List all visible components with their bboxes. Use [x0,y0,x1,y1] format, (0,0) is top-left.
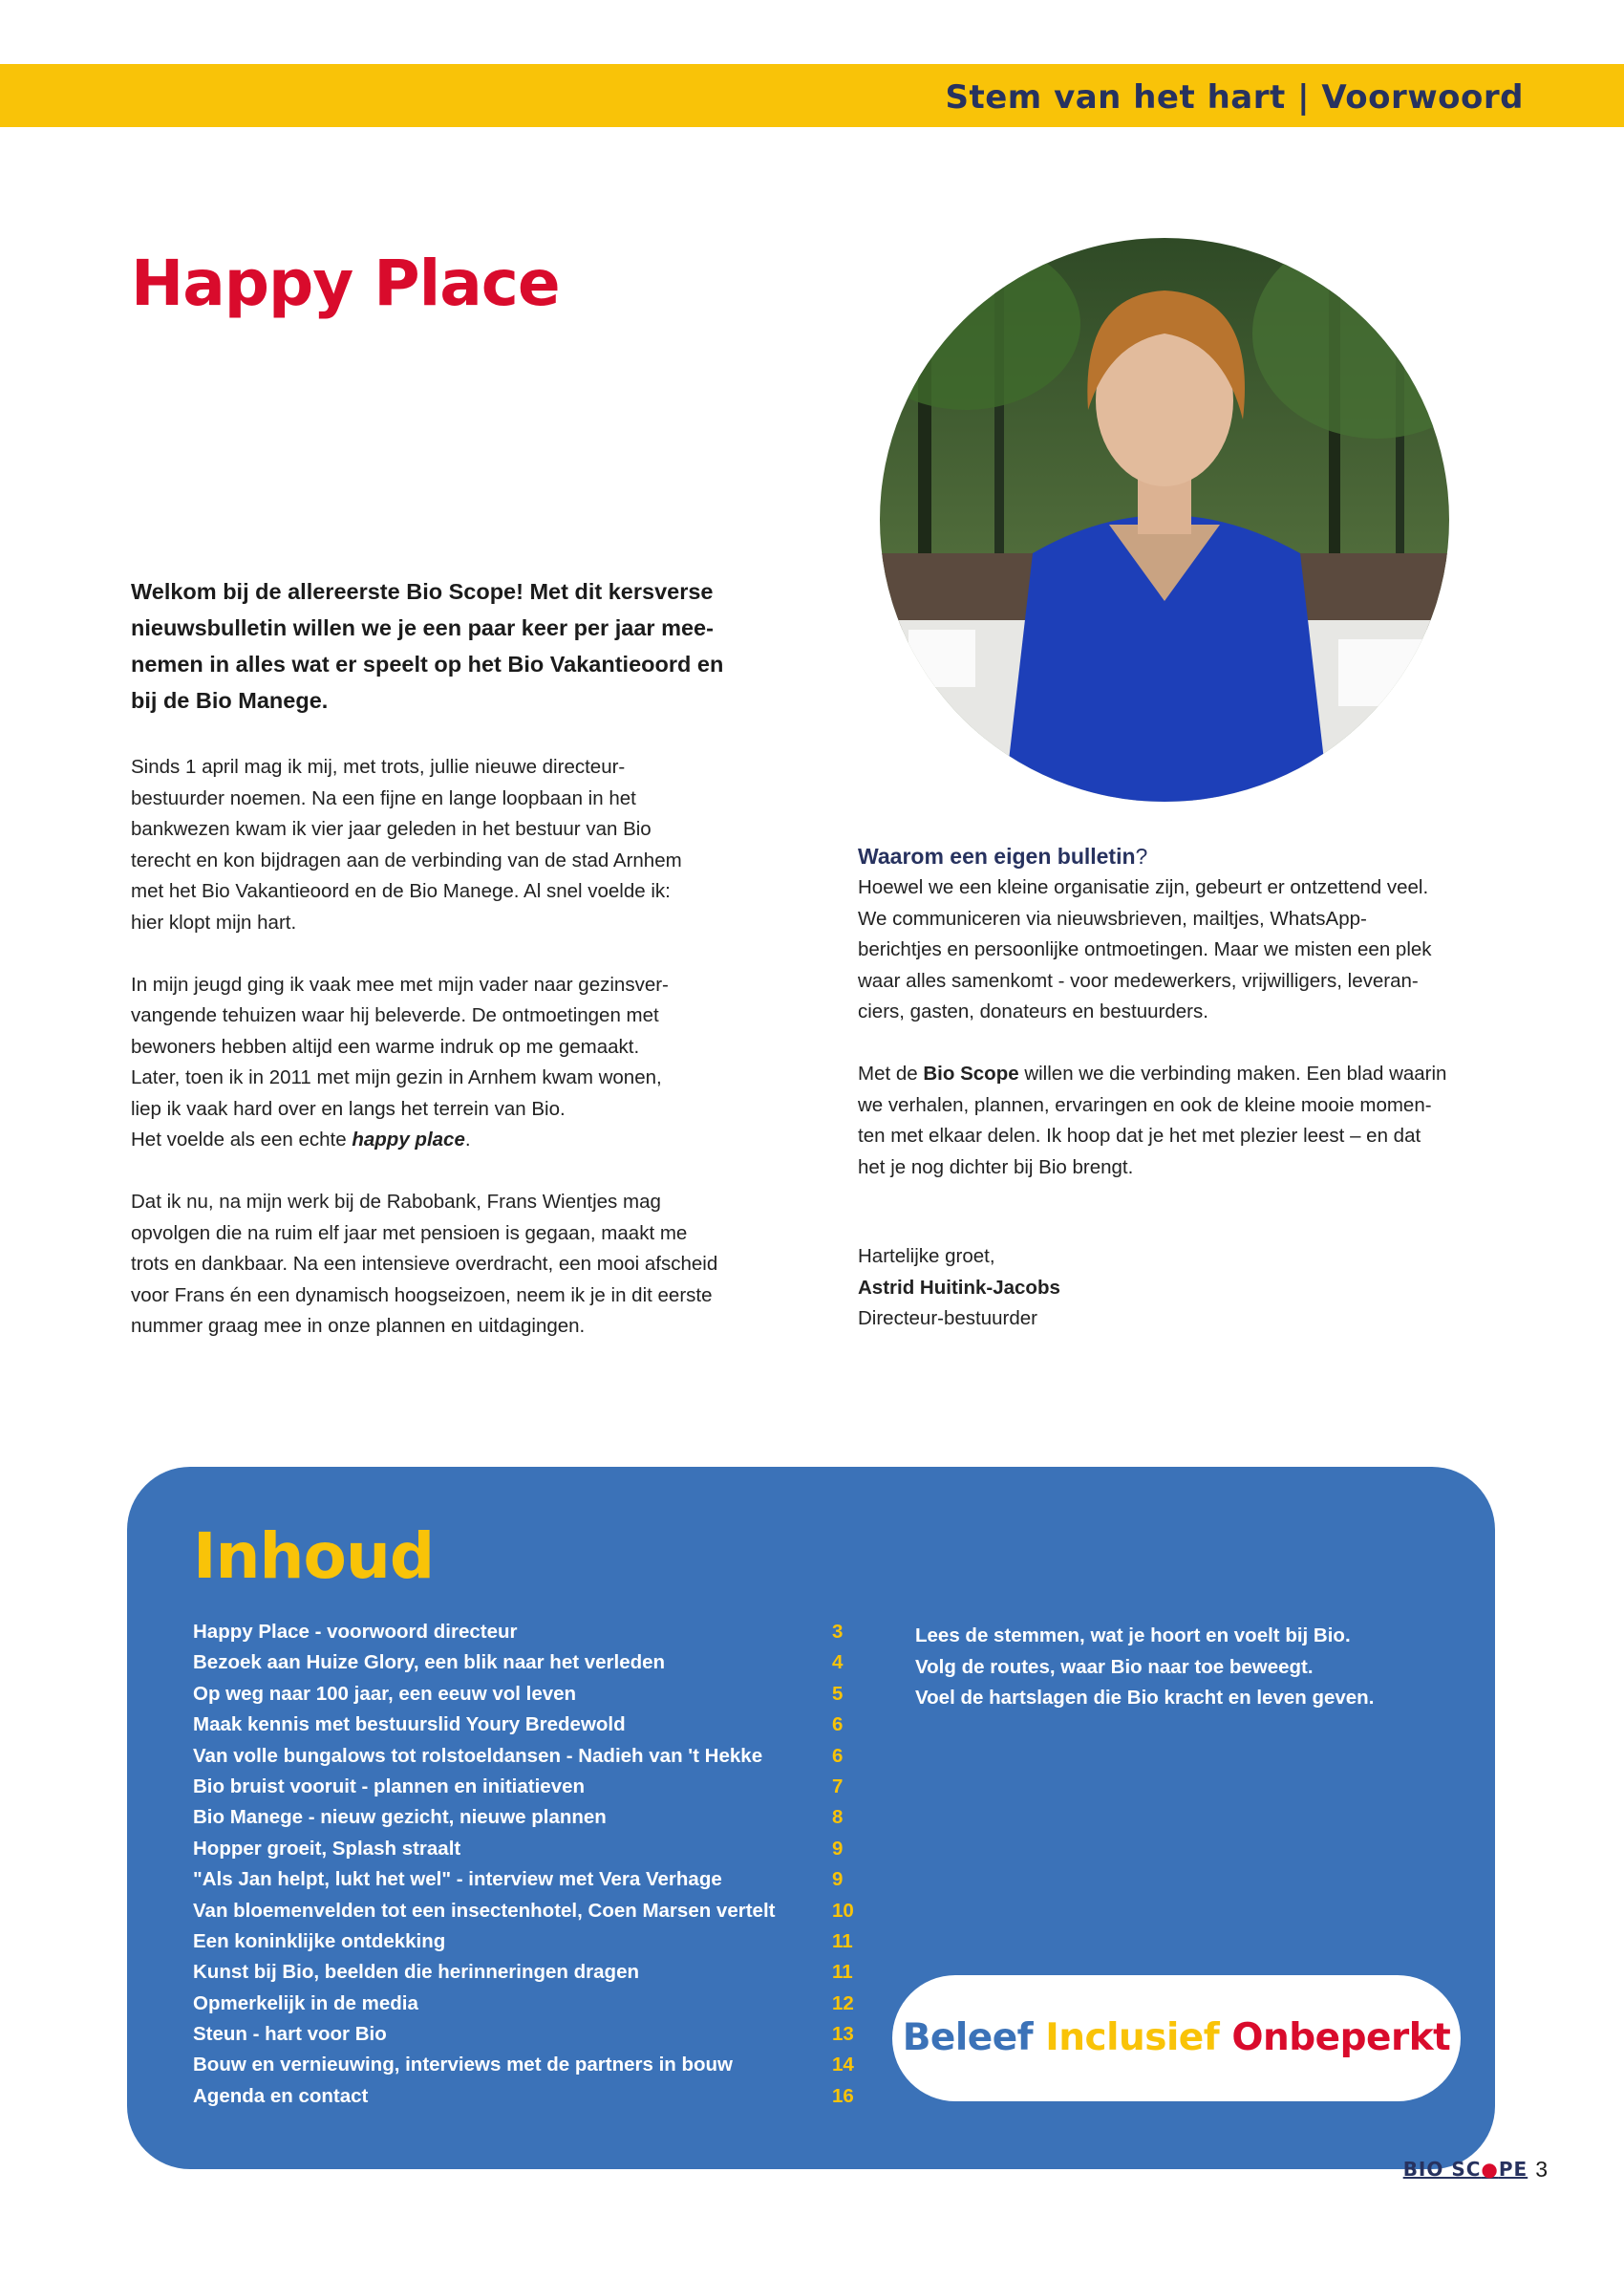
text-line: voor Frans én een dynamisch hoogseizoen, neem ik je in dit eerste [131,1283,713,1306]
toc-item-label: Een koninklijke ontdekking [193,1929,446,1952]
toc-item-page: 11 [832,1961,853,1984]
toc-item-label: Happy Place - voorwoord directeur [193,1621,518,1643]
toc-item[interactable] [193,2050,862,2080]
text-line: het je nog dichter bij Bio brengt. [858,1155,1134,1178]
toc-item-label: Bezoek aan Huize Glory, een blik naar het verleden [193,1651,666,1674]
toc-item[interactable] [193,1957,862,1988]
toc-item[interactable] [193,1834,862,1864]
tagline-line: Lees de stemmen, wat je hoort en voelt bij Bio. [915,1624,1351,1646]
toc-item-label: Van bloemenvelden tot een insectenhotel, Coen Marsen vertelt [193,1899,776,1922]
toc-item-page: 6 [832,1744,844,1767]
toc-item-label: Steun - hart voor Bio [193,2023,387,2046]
toc-item[interactable] [193,1802,862,1833]
toc-item-page: 11 [832,1929,853,1952]
toc-item-label: Hopper groeit, Splash straalt [193,1837,461,1860]
intro-line: Welkom bij de allereerste Bio Scope! Met dit kersverse [131,579,714,604]
text-line: met het Bio Vakantieoord en de Bio Manege. Al snel voelde ik: [131,880,671,902]
text-line: waar alles samenkomt - voor medewerkers, vrijwilligers, leveran- [858,969,1419,992]
brand-logo [1403,2158,1528,2181]
toc-item[interactable] [193,2019,862,2050]
toc-item-page: 7 [832,1775,844,1797]
toc-item-page: 16 [832,2084,854,2107]
toc-item-page: 10 [832,1899,854,1922]
text-line: ten met elkaar delen. Ik hoop dat je het met plezier leest – en dat [858,1125,1421,1147]
portrait-illustration [880,238,1449,802]
section-title: Stem van het hart | Voorwoord [945,78,1524,117]
toc-item-page: 4 [832,1651,844,1674]
brand-text: PE [1498,2158,1528,2181]
table-of-contents [127,1467,1495,2169]
page-number: 3 [1535,2156,1548,2182]
toc-item[interactable] [193,1896,862,1926]
text-line: trots en dankbaar. Na een intensieve overdracht, een mooi afscheid [131,1253,718,1275]
toc-item[interactable] [193,1989,862,2019]
paragraph-5 [858,1059,1507,1183]
text-line: Het voelde als een echte [131,1129,353,1151]
toc-item[interactable] [193,1772,862,1802]
slogan-word-inclusief: Inclusief [1045,2016,1220,2059]
toc-item[interactable] [193,2081,862,2112]
bio-scope-bold: Bio Scope [923,1063,1019,1085]
text-line: opvolgen die na ruim elf jaar met pensioen is gegaan, maakt me [131,1221,688,1244]
toc-item-label: Bio bruist vooruit - plannen en initiatieven [193,1775,586,1797]
toc-item-page: 12 [832,1991,854,2014]
text-line: We communiceren via nieuwsbrieven, mailtjes, WhatsApp- [858,907,1367,930]
brand-dot-icon: ● [1481,2158,1499,2181]
text-line: nummer graag mee in onze plannen en uitdagingen. [131,1315,586,1337]
text-line: terecht en kon bijdragen aan de verbinding van de stad Arnhem [131,849,682,871]
tagline-line: Volg de routes, waar Bio naar toe beweegt. [915,1655,1314,1678]
text-line: ciers, gasten, donateurs en bestuurders. [858,1000,1208,1022]
toc-item-page: 14 [832,2054,854,2076]
page-footer [1403,2150,1548,2188]
toc-item-page: 6 [832,1713,844,1736]
toc-item[interactable] [193,1864,862,1895]
toc-item[interactable] [193,1617,862,1647]
text-line: Hoewel we een kleine organisatie zijn, gebeurt er ontzettend veel. [858,876,1429,898]
signoff-role: Directeur-bestuurder [858,1307,1037,1329]
toc-item[interactable] [193,1710,862,1740]
tagline-line: Voel de hartslagen die Bio kracht en leven geven. [915,1687,1375,1709]
toc-item[interactable] [193,1679,862,1710]
text-line: Later, toen ik in 2011 met mijn gezin in Arnhem kwam wonen, [131,1066,662,1088]
page-title: Happy Place [131,247,560,320]
toc-list [193,1617,862,2112]
slogan-pill [892,1975,1461,2101]
toc-item-page: 3 [832,1621,844,1643]
text-line: liep ik vaak hard over en langs het terrein van Bio. [131,1097,566,1120]
text-line: hier klopt mijn hart. [131,911,297,934]
text-line: Met de [858,1063,924,1085]
subheading [858,840,1507,872]
text-line: willen we die verbinding maken. Een blad waarin [1018,1063,1447,1085]
brand-text: BIO SC [1402,2158,1482,2181]
paragraph-3 [131,1187,780,1343]
subheading-text: Waarom een eigen bulletin [858,844,1136,869]
signoff-greeting: Hartelijke groet, [858,1245,995,1267]
toc-item-page: 9 [832,1868,844,1891]
text-line: we verhalen, plannen, ervaringen en ook de kleine mooie momen- [858,1093,1432,1116]
toc-item-page: 9 [832,1837,844,1860]
toc-item-label: Bio Manege - nieuw gezicht, nieuwe plannen [193,1806,607,1829]
toc-item[interactable] [193,1741,862,1772]
paragraph-2 [131,970,780,1156]
text-line: bestuurder noemen. Na een fijne en lange loopbaan in het [131,786,636,809]
toc-item-label: Kunst bij Bio, beelden die herinneringen dragen [193,1961,639,1984]
text-line: vangende tehuizen waar hij beleverde. De ontmoetingen met [131,1004,659,1026]
paragraph-1 [131,752,780,938]
subheading-mark: ? [1135,844,1148,869]
happy-place-emphasis: happy place [352,1129,465,1151]
text-line: . [464,1129,471,1151]
toc-item[interactable] [193,1647,862,1678]
intro-paragraph [131,573,742,719]
signoff-name: Astrid Huitink-Jacobs [858,1276,1060,1299]
toc-item-page: 8 [832,1806,844,1829]
slogan-word-onbeperkt: Onbeperkt [1231,2016,1451,2059]
toc-item-label: Agenda en contact [193,2084,369,2107]
body-left-column [131,752,780,1373]
portrait-photo [880,238,1449,802]
intro-line: nemen in alles wat er speelt op het Bio Vakantieoord en [131,652,724,677]
toc-item-label: Opmerkelijk in de media [193,1991,418,2014]
toc-item-label: Maak kennis met bestuurslid Youry Bredewold [193,1713,626,1736]
toc-title: Inhoud [193,1519,435,1593]
header-band [0,64,1624,127]
body-right-column [858,840,1507,1215]
toc-item-label: "Als Jan helpt, lukt het wel" - interview met Vera Verhage [193,1868,722,1891]
toc-item-label: Van volle bungalows tot rolstoeldansen - Nadieh van 't Hekke [193,1744,763,1767]
text-line: In mijn jeugd ging ik vaak mee met mijn vader naar gezinsver- [131,973,669,996]
toc-item-page: 13 [832,2023,854,2046]
slogan-word-beleef: Beleef [902,2016,1034,2059]
text-line: bankwezen kwam ik vier jaar geleden in het bestuur van Bio [131,818,652,840]
toc-item[interactable] [193,1926,862,1957]
intro-line: bij de Bio Manege. [131,688,329,713]
toc-item-label: Op weg naar 100 jaar, een eeuw vol leven [193,1682,577,1705]
text-line: Dat ik nu, na mijn werk bij de Rabobank, Frans Wientjes mag [131,1191,661,1213]
signoff [858,1241,1060,1335]
text-line: bewoners hebben altijd een warme indruk op me gemaakt. [131,1035,640,1058]
toc-tagline [915,1621,1374,1714]
text-line: berichtjes en persoonlijke ontmoetingen. Maar we misten een plek [858,938,1432,960]
paragraph-4 [858,872,1507,1028]
toc-item-page: 5 [832,1682,844,1705]
text-line: Sinds 1 april mag ik mij, met trots, jullie nieuwe directeur- [131,756,626,778]
intro-line: nieuwsbulletin willen we je een paar keer per jaar mee- [131,615,714,640]
toc-item-label: Bouw en vernieuwing, interviews met de partners in bouw [193,2054,733,2076]
